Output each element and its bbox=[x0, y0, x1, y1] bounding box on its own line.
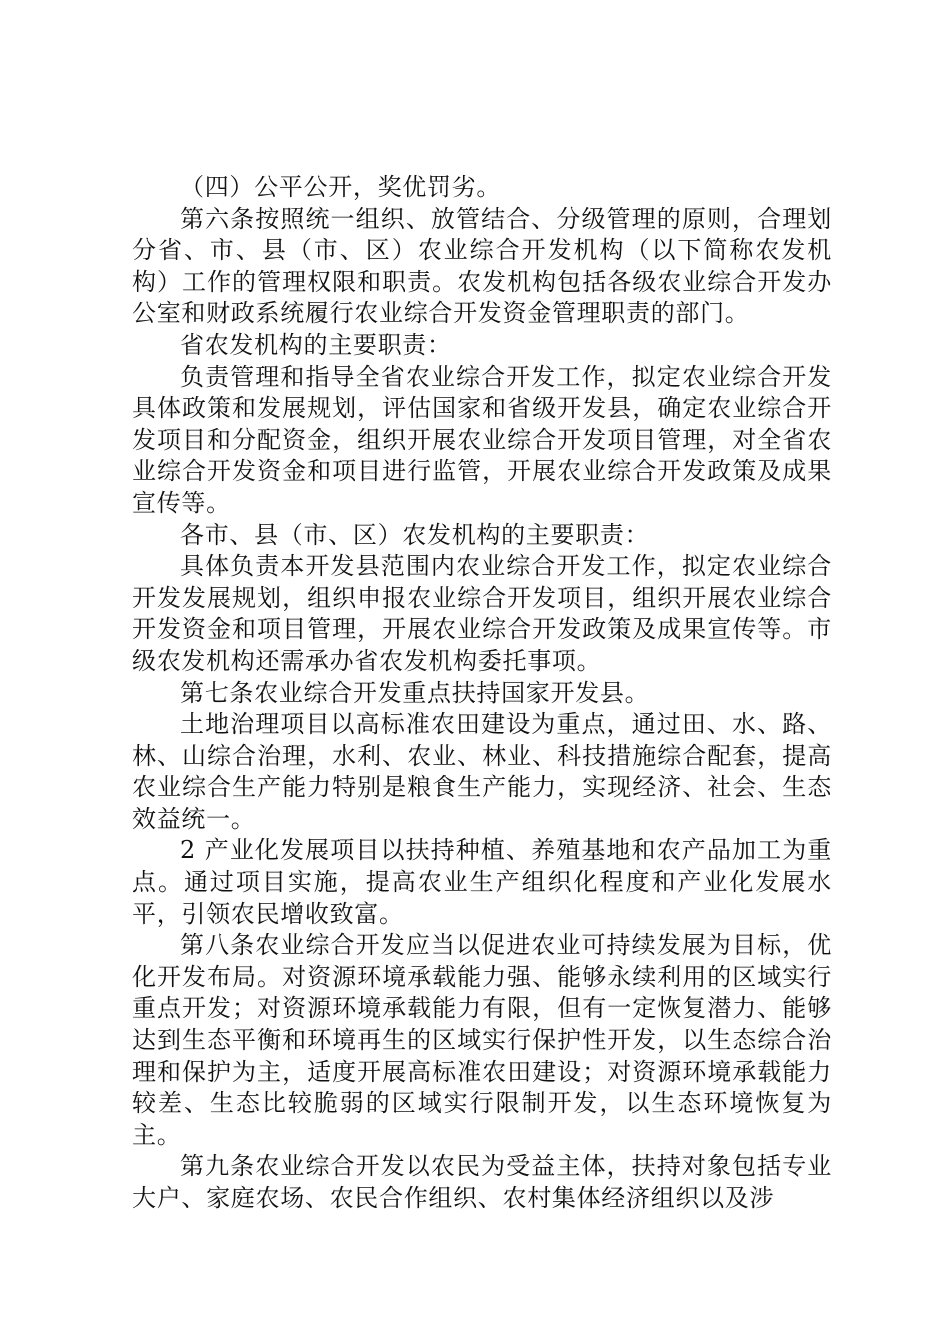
paragraph-provincial-duties-heading: 省农发机构的主要职责： bbox=[180, 330, 452, 359]
paragraph-article-8: 第八条农业综合开发应当以促进农业可持续发展为目标，优化开发布局。对资源环境承载能力强、能够永续利用的区域实行重点开发；对资源环境承载能力有限，但有一定恢复潜力、能够达到生态平衡和环境再生的区域实行保护性开发，以生态综合治理和保护为主，适度开展高标准农田建设；对资源环境承载能力较差、生态比较脆弱的区域实行限制开发，以生态环境恢复为主。 bbox=[132, 931, 832, 1149]
paragraph-local-duties: 具体负责本开发县范围内农业综合开发工作，拟定农业综合开发发展规划，组织申报农业综合开发项目，组织开展农业综合开发资金和项目管理，开展农业综合开发政策及成果宣传等。市级农发机构还需承办省农发机构委托事项。 bbox=[132, 552, 832, 675]
document-body bbox=[132, 172, 832, 1215]
paragraph-land-improvement: 土地治理项目以高标准农田建设为重点，通过田、水、路、林、山综合治理，水利、农业、林业、科技措施综合配套，提高农业综合生产能力特别是粮食生产能力，实现经济、社会、生态效益统一。 bbox=[132, 710, 832, 833]
paragraph-article-9: 第九条农业综合开发以农民为受益主体，扶持对象包括专业大户、家庭农场、农民合作组织、农村集体经济组织以及涉 bbox=[132, 1152, 832, 1212]
paragraph-provincial-duties: 负责管理和指导全省农业综合开发工作，拟定农业综合开发具体政策和发展规划，评估国家和省级开发县，确定农业综合开发项目和分配资金，组织开展农业综合开发项目管理，对全省农业综合开发资金和项目进行监管，开展农业综合开发政策及成果宣传等。 bbox=[132, 362, 832, 517]
paragraph-principle-4: （四）公平公开，奖优罚劣。 bbox=[180, 173, 502, 201]
paragraph-local-duties-heading: 各市、县（市、区）农发机构的主要职责： bbox=[180, 520, 650, 549]
paragraph-industrialization: 2 产业化发展项目以扶持种植、养殖基地和农产品加工为重点。通过项目实施，提高农业生产组织化程度和产业化发展水平，引领农民增收致富。 bbox=[132, 836, 832, 928]
paragraph-article-7: 第七条农业综合开发重点扶持国家开发县。 bbox=[180, 678, 650, 707]
paragraph-article-6: 第六条按照统一组织、放管结合、分级管理的原则，合理划分省、市、县（市、区）农业综合开发机构（以下简称农发机构）工作的管理权限和职责。农发机构包括各级农业综合开发办公室和财政系统履行农业综合开发资金管理职责的部门。 bbox=[132, 204, 832, 328]
